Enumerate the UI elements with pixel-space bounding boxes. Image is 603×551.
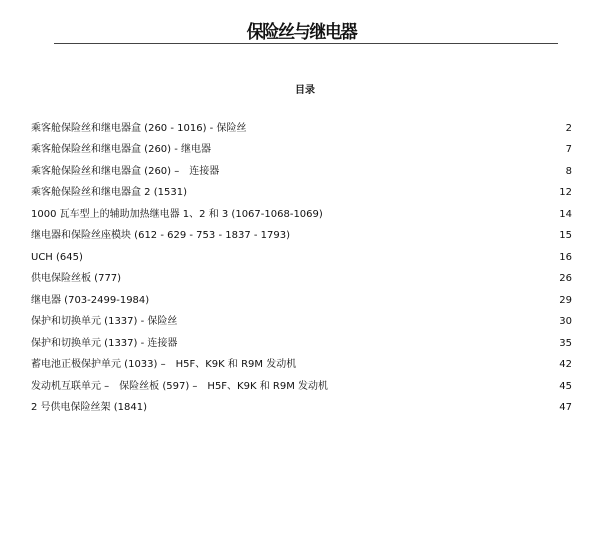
title-divider [54,43,558,44]
toc-entry-title: 保护和切换单元 (1337) - 连接器 [31,337,178,349]
toc-entry-title: 乘客舱保险丝和继电器盒 (260) – 连接器 [31,165,220,177]
toc-entry[interactable] [31,161,572,183]
toc-entry-title: 发动机互联单元 – 保险丝板 (597) – H5F、K9K 和 R9M 发动机 [31,380,329,392]
toc-entry-page-number: 16 [559,251,572,263]
toc-entry[interactable] [31,376,572,398]
toc-entry-page-number: 8 [565,165,572,177]
toc-entry-page-number: 35 [559,337,572,349]
toc-entry-page-number: 45 [559,380,572,392]
toc-entry-page-number: 15 [559,230,572,242]
toc-entry[interactable] [31,140,572,162]
toc-entry[interactable] [31,312,572,334]
toc-entry[interactable] [31,355,572,377]
toc-entry-title: 2 号供电保险丝架 (1841) [31,402,147,414]
toc-entry[interactable] [31,290,572,312]
toc-entry-title: UCH (645) [31,251,83,263]
toc-entry-page-number: 12 [559,187,572,199]
toc-entry[interactable] [31,118,572,140]
toc-entry[interactable] [31,398,572,420]
toc-entry-page-number: 47 [559,402,572,414]
toc-entry-title: 1000 瓦车型上的辅助加热继电器 1、2 和 3 (1067-1068-1069) [31,208,323,220]
toc-entry-page-number: 30 [559,316,572,328]
toc-entry-title: 乘客舱保险丝和继电器盒 (260 - 1016) - 保险丝 [31,122,247,134]
toc-entry[interactable] [31,183,572,205]
document-title: 保险丝与继电器 [246,22,357,43]
toc-entry-title: 保护和切换单元 (1337) - 保险丝 [31,316,178,328]
toc-entry-title: 乘客舱保险丝和继电器盒 2 (1531) [31,187,187,199]
toc-entry-page-number: 42 [559,359,572,371]
toc-entry-title: 乘客舱保险丝和继电器盒 (260) - 继电器 [31,144,212,156]
toc-entry-page-number: 7 [565,144,572,156]
toc-entry[interactable] [31,226,572,248]
toc-entry-title: 继电器 (703-2499-1984) [31,294,150,306]
toc-entry[interactable] [31,269,572,291]
toc-entry-page-number: 29 [559,294,572,306]
toc-entry[interactable] [31,333,572,355]
toc-heading: 目录 [295,85,315,96]
toc-entry[interactable] [31,247,572,269]
toc-entry-title: 继电器和保险丝座模块 (612 - 629 - 753 - 1837 - 1793) [31,230,291,242]
toc-entry-page-number: 2 [565,122,572,134]
toc-entry-page-number: 14 [559,208,572,220]
toc-entry[interactable] [31,204,572,226]
toc-entry-page-number: 26 [559,273,572,285]
toc-entry-title: 供电保险丝板 (777) [31,273,122,285]
table-of-contents [31,118,572,419]
toc-entry-title: 蓄电池正极保护单元 (1033) – H5F、K9K 和 R9M 发动机 [31,359,297,371]
